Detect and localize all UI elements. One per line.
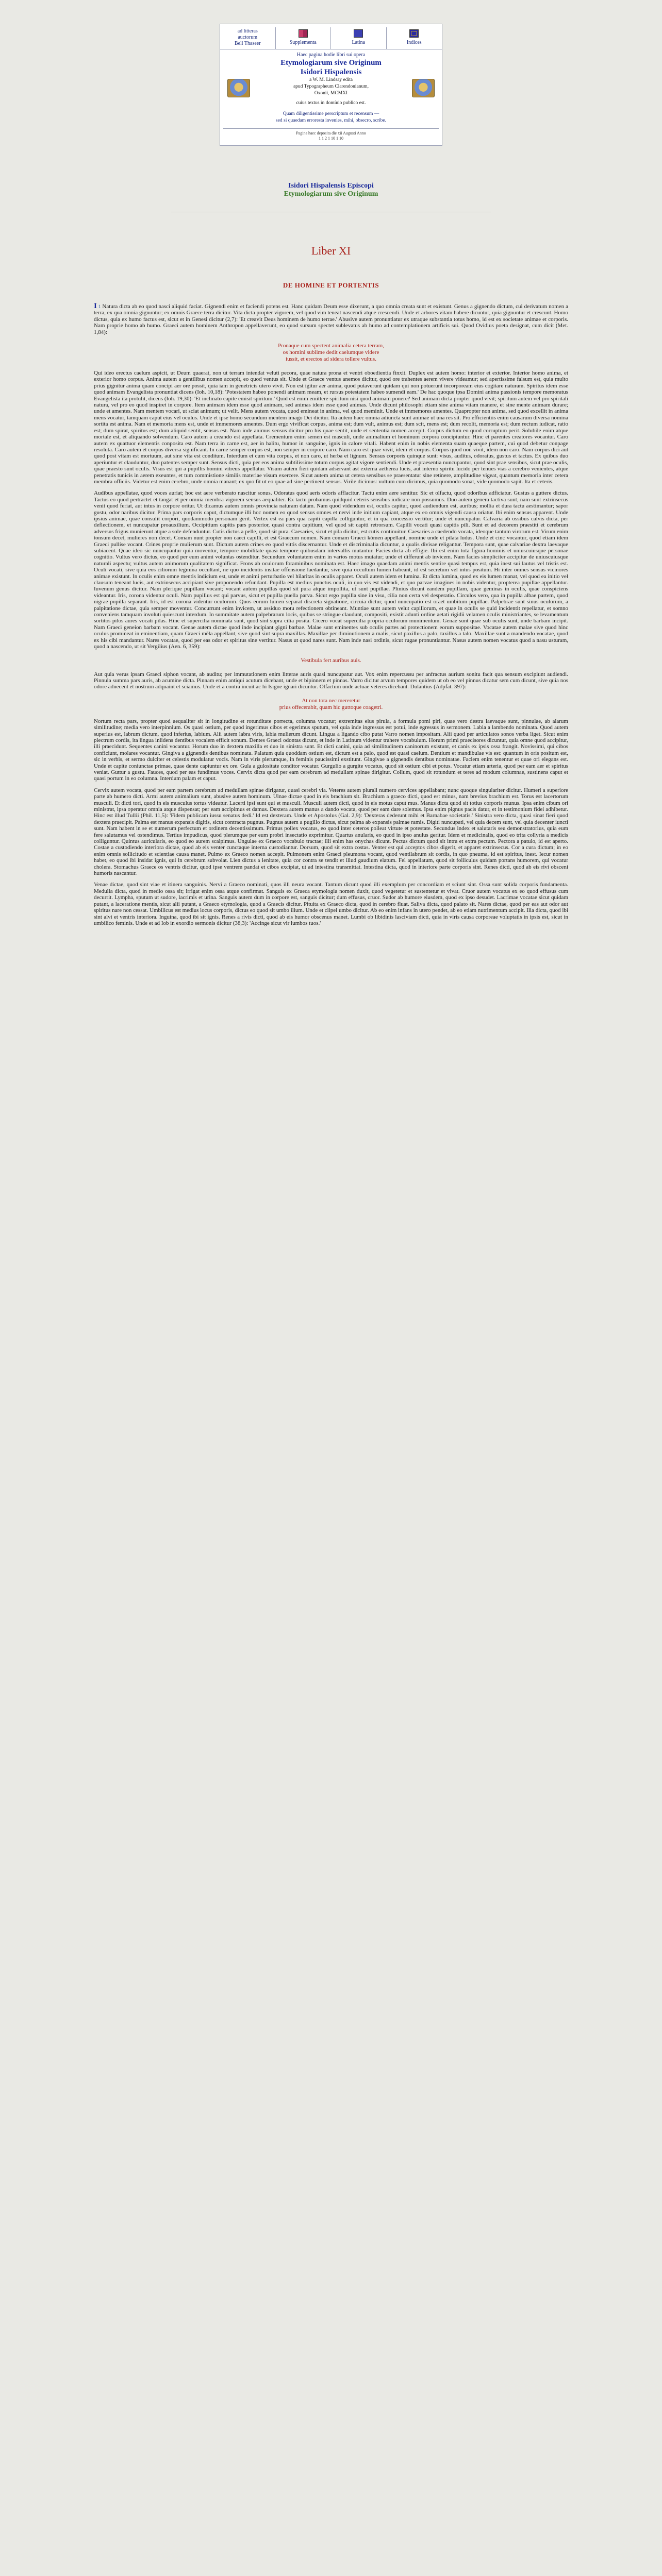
paragraph-text: Natura dicta ab eo quod nasci aliquid faciat. Gignendi enim et faciendi potens est. Hanc quidam Deum esse dixerunt, a quo omnia creata sunt et existunt. Genus a gignendo dictum, cui derivatum nomen a terra, ex qua omnia gignuntur; ex omnis Graece terra dicitur. Vita dicta propter vigorem, vel quod vim teneat nascendi atque crescendi. Unde et arbores vitam habere dicuntur, quia gignuntur et crescunt. Homo dictus, quia ex humo factus est, sicut et in Genesi dicitur (2,7): 'Et creavit Deus hominem de humo terrae.' Abusive autem pronuntiatur ex utraque substantia totus homo, id est ex societate animae et corporis. Nam proprie homo ab humo. Graeci autem hominem Anthropon appellaverunt, eo quod sursum spectet sublevatus ab humo ad contemplationem artificis sui. Quod Ovidius poeta designat, cum dicit (Met. 1,84): — [94, 303, 569, 335]
verse-line: Vestibula fert auribus auis. — [301, 657, 361, 664]
paragraph-text: Aut quia verus ipsam Graeci siphon vocant, ab auditu; per immutationem enim litterae auris quasi nuncupatur aut. Vox enim repercussu per anfractus aurium sonitu facit qua sensum excipiunt audiendi. Pinnula summa pars auris, ab acumine dicta. Pinnam enim antiqui acutum dicebant, unde et bipinnem et pinnas. Varro dicitur arvum tempores quidem ut ob eo vel pinnus dicatur sem cum dicunt, sive quia nos odore adnecent et nostrum adquaint et sciamus. Unde et a contra incuit ac hi Isigne ignari dicuntur. Olfactum unde actuae veteres dicebant. Dulantius (Adpfat. 397): — [94, 671, 568, 690]
flag-icon — [409, 29, 419, 38]
paragraph — [94, 787, 568, 877]
paragraph-text: Venae dictae, quod sint viae et itinera sanguinis. Nervi a Graeco nominati, quos illi neura vocant. Tantum dicunt quod illi exemplum per concordiam et sciunt sint. Ossa sunt solida corporis fundamenta. Medulla dicta, quod in medio ossa sit; irrigat enim ossa atque confirmat. Sanguis ex Graeca etymologia nomen duxit, quod vegetetur et sustentetur et vivat. Cruor autem vocatus ex eo quod effusus cum decurrit. Lympha, sputum ut sudore, lacrimis et urina. Sanguis autem dum in corpore est, sanguis dicitur; dum effusus, cruor. Sudor ab humore eiusdem, quod ex ipso desudet. Lacrimae vocatae sicut quidam putant, a laceratione mentis, sicut alii putant, a Graeco etymologia, quod a Graecis dicitur. Pituita ex Graeco dicta, quod in cerebro fluat. Saliva dicta, quod palato sit. Nares dictae, quod per eas aut odor aut spiritus nare non cessat. Umbilicus est medius locus corporis, dictus eo quod sit umbo ilium. Unde et clipei umbo dicitur. Ab eo enim infans in utero pendet, ab eo etiam nutrimentum accipit. Ilia dicta, quod ibi sint alvi et ventris interiora. Inguina, quod ibi sit ignis. Renes a rivis dicti, quod ab eis humor obscenus manet. Lumbi ob libidinis lasciviam dicti, quia in viris causa corporeae voluptatis in ipsis est, sicut in umbilico feminis. Unde et ad Iob in exordio sermonis dicitur (38,3): 'Accinge sicut vir lumbos tuos.' — [94, 882, 568, 926]
header-title[interactable]: Etymologiarum sive Originum — [280, 59, 382, 67]
book-icon — [299, 29, 308, 38]
verse-quote — [94, 657, 568, 664]
section-ref[interactable]: 1 — [98, 304, 101, 309]
nav-label: Indices — [406, 40, 422, 45]
header-editor: a W. M. Lindsay edita — [309, 77, 353, 82]
footer-line: Pagina haec deposita die xii Augusti Anno — [296, 131, 366, 135]
nav-item-supplement[interactable] — [276, 27, 332, 49]
author-title[interactable]: Isidori Hispalensis Episcopi — [288, 182, 374, 190]
main-text — [94, 303, 568, 926]
latin-icon — [354, 29, 363, 38]
header-place: Oxonii, MCMXI — [314, 91, 348, 96]
verse-line: At non tota nec mereretur — [302, 697, 360, 704]
verse-line: Pronaque cum spectent animalia cetera terram, — [278, 343, 384, 349]
nav-label: Latina — [352, 40, 366, 45]
verse-line: os homini sublime dedit caelumque videre — [283, 349, 379, 356]
header-author: Isidori Hispalensis — [300, 68, 362, 76]
verse-quote — [94, 343, 568, 363]
header-motto: Quam diligentissime perscriptum et recensum — — [283, 111, 379, 116]
nav-item-latin[interactable] — [331, 27, 387, 49]
paragraph — [94, 490, 568, 650]
verse-line: prius offecerabit, quam hic guttoque coagetri. — [279, 704, 383, 710]
book-title: Liber XI — [311, 244, 351, 257]
paragraph — [94, 303, 568, 335]
header-motto: sed si quaedam erroresta invenies, mihi, obsecro, scribe. — [276, 118, 386, 123]
footer-line: 1 1 2 1 10 1 10 — [319, 136, 343, 141]
header-footer — [223, 128, 439, 141]
chapter-title: DE HOMINE ET PORTENTIS — [283, 281, 379, 289]
site-header — [220, 24, 442, 146]
verse-quote — [94, 698, 568, 711]
work-title[interactable]: Etymologiarum sive Originum — [284, 190, 378, 198]
header-publisher: apud Typographeum Clarendonianum, — [293, 84, 369, 89]
nav-line: auctorum — [238, 35, 258, 40]
paragraph-text: Qui ideo erectus caelum aspicit, ut Deum quaerat, non ut terram intendat veluti pecora, quae natura prona et ventri oboedientia finxit. Duplex est autem homo: interior et exterior. Interior homo anima, et exterior homo corpus. Anima autem a gentilibus nomen accepit, eo quod ventus sit. Unde et Graece ventus anemos dicitur, quod ore trahentes aerem vivere videamur; sed apertissime falsum est, quia multo prius gignitur anima quam concipi aer ore possit, quia iam in genetricis utero vivit. Non est igitur aer anima, quod putaverunt quidam qui non potuerunt incorpoream eius cogitare naturam. Spiritus idem esse quod animam Evangelista pronuntiat dicens (Ioh. 10,18): 'Potestatem habeo ponendi animam meam, et rursus potestatem habeo sumendi eam.' De hac quoque ipsa Domini anima passionis tempore memoratus Evangelista ita protulit, dicens (Ioh. 19,30): 'Et inclinato capite emisit spiritum.' Quid est enim emittere spiritum nisi quod animam ponere? Sed animam dicta propter quod vivit; spiritum autem vel pro spiritali natura, vel pro eo quod inspiret in corpore. Item animam idem esse quod animam, sed animas idem esse quod animas. Unde dicunt philosophi etiam sine anima vitam manere, et sine mente animam durare; unde et amentes. Nam mentem vocari, ut sciat animum; ut velit. Mens autem vocata, quod emineat in anima, vel quod meminit. Unde et immemores amentes. Quapropter non anima, sed quod excellit in anima mens vocatur, tamquam caput eius vel oculus. Unde et ipse homo secundum mentem imago Dei dicitur. Ita autem haec omnia adiuncta sunt animae ut una res sit. Pro efficientiis enim causarum diversa nomina sortita est anima. Nam et memoria mens est, unde et immemores amentes. Dum ergo vivificat corpus, anima est; dum vult, animus est; dum scit, mens est; dum recolit, memoria est; dum rectum iudicat, ratio est; dum spirat, spiritus est; dum aliquid sentit, sensus est. Nam inde animus sensus dicitur pro his quae sentit, unde et sententia nomen accepit. Corpus dictum eo quod corruptum perit. Solubile enim atque mortale est, et aliquando solvendum. Caro autem a creando est appellata. Crementum enim semen est masculi, unde animalium et hominum corpora concipiuntur. Hinc et parentes creatores vocantur. Caro autem ex quattuor elementis conposita est. Nam terra in carne est, aer in halitu, humor in sanguine, ignis in calore vitali. Habent enim in nobis elementa suam quaeque partem, cui quod debetur conpage resoluta. Caro autem et corpus diversa significant. In carne semper corpus est, non semper in corpore caro. Nam caro est quae vivit, idem et corpus. Corpus quod non vivit, idem non caro. Nam corpus dici aut quod post vitam est mortuum, aut sine vita est conditum. Interdum et cum vita corpus, et non caro, ut herba et lignum. Sensus corporis quinque sunt: visus, auditus, odoratus, gustus et tactus. Ex quibus duo aperiuntur et clauduntur, duo patentes semper sunt. Sensus dicti, quia per eos anima subtilissime totum corpus agitat vigore sentiendi. Unde et praesentia nuncupantur, quod sint prae sensibus, sicut prae oculis, quae praesto sunt oculis. Visus est qui a pupillis homini vitreus appellatur. Visum autem fieri quidam adservant ast externa aetherea lucis, aut interno spiritu lucido per tenues vias a cerebro venientes, atque penetratis tunicis in aerem exeuntes, et tum commistione similis materiae visum exercere. Sicut autem anima ut cetera sensibus se praesentatur sine retinere, amplitudine vigeat, quantum memoria inter cetera membra officiis. Videtur est enim cerebro, unde omnia manant; ex quo fit ut eo quae ad sine pertinent sensus. Virile dicimus: vultum cum dicimus, quia quomodo sonat, vide quomodo sapit. Ita et ceteris. — [94, 370, 568, 485]
nav-item-authors[interactable] — [220, 27, 276, 49]
nav-item-indices[interactable] — [387, 27, 442, 49]
header-credit: cuius textus in domínio publico est. — [296, 100, 366, 106]
header-intro: Haec pagina hodie libri sui opera — [296, 52, 366, 58]
header-body — [220, 49, 442, 124]
paragraph — [94, 671, 568, 690]
crest-icon — [227, 79, 250, 97]
paragraph — [94, 882, 568, 926]
paragraph — [94, 718, 568, 782]
header-center — [254, 52, 408, 124]
nav-label: Bell Thaseer — [234, 41, 261, 46]
header-nav — [220, 27, 442, 49]
paragraph-text: Nortum recta pars, propter quod aequaliter sit in longitudine et rotunditate porrecta, columna vocatur; extremitas eius pirula, a formula pomi piri, quae vero destra laevaque sunt, pinnulae, ab alarum similitudine; media vero interpinnium. Os quasi ostium, per quod ingerimus cibos et egerimus sputum, vel quia inde ingressus est potui, inde egressus in sermonem. Labia a lambendo nominata. Quod autem superius est, labrum dictum, quod inferius, labium. Alii autem labra viris, labia mulierum dicunt. Lingua a ligando cibo putat Varro nomen impositam. Alii quod per articulatos sonos verba liget. Sicut enim plectrum cordis, ita lingua inlidens dentibus vocalem efficit sonum. Dentes Graeci odontas dicunt, et inde in Latinum videntur trahere vocabulum. Horum primi praecisores dicuntur, quia omne quod accipitur, illi praecidunt. Sequentes canini vocantur. Horum duo in dextera maxilla et duo in sinistra sunt. Et dicti canini, quia ad similitudinem caninorum existunt, et canis ex ipsis ossa frangit. Novissimi, qui cibos conficiunt, molares vocantur. Gingiva a gignendis dentibus nominata. Palatum quia quoddam ostium est, dictum est a palo, quod est quasi caelum. Dentium et mandibulae vis est: quantum in oris positum est, sic in verbis, et sermo dulciter et celestis modulatur vocis. Nam in viris plerumque, in feminis paucissimi exstitunt. Gingivae a gignendis dentibus nominatae. Faciem enim tenentur et quae ori elegans est. Unde et capite coniunctae primae, quae dente capiuntur ex ore. Gula a gulositate conditor vocatur. Gurgulio a gurgite vocatus, quod sit ostium cibi et potus. Vocatur etiam arteria, quod per eam aer et spiritus veniat. Guttur a gustu. Fauces, quod per eas fundimus voces. Cervix dicta quod per eam cerebrum ad medullam spinae dirigitur. Collum, quod sit rotundum et teres ad modum columnae, sustinens caput et quasi portum in eo columna. Interdum palam et caput. — [94, 718, 568, 782]
nav-label: Supplementa — [289, 40, 317, 45]
paragraph-text: Cervix autem vocata, quod per eam partem cerebrum ad medullam spinae dirigatur, quasi cerebri via. Veteres autem plurali numero cervices appellabant; nunc quoque singulariter dicitur. Humeri a superiore parte ab humero dicti. Armi autem animalium sunt, abusive autem hominum. Ulnae dictae quod in eis brachium sit. Brachium a graeco dicti, quod est minus, nam brevius brachium est. Torus est lacertorum musculi. Et dicti tori, quod in eis musculus tortus videatur. Lacerti ipsi sunt qui et musculi. Musculi autem dicti, quod in eis motus caput mus. Manus dicta quod sit totius corporis munus. Ipsa enim cibum ori ministrat, ipsa operatur omnia atque dispensat; per eam accipimus et damus. Dextera autem manus a dando vocata, quod per eam dare solemus. Ipsa enim pignus pacis datur, et in testimonium fidei adhibetur. Hinc est illud Tullii (Phil. 11,5): 'Fidem publicam iussu senatus dedi.' Id est dexteram. Unde et Apostolus (Gal. 2,9): 'Dexteras dederunt mihi et Barnabae societatis.' Sinistra vero dicta, quasi sinat fieri quod dextera praecipit. Palma est manus expansis digitis, sicut contracta pugnus. Pugnus autem a pugillo dictus, sicut palma ab expansis palmae ramis. Digiti nuncupati, vel quia decem sunt, vel quia decenter iuncti sunt. Nam habent in se et numerum perfectum et ordinem decentissimum. Primus pollex vocatus, eo quod inter ceteros polleat virtute et potestate. Secundus index et salutaris seu demonstratorius, quia eum fere salutamus vel ostendimus. Tertius impudicus, quod plerumque per eum probri insectatio exprimitur. Quartus anularis, eo quod in ipso anulus geritur. Idem et medicinalis, quod eo trita collyria a medicis colliguntur. Quintus auricularis, eo quod eo aurem scalpimus. Ungulae ex Graeco vocabulo tractae; illi enim has onychas dicunt. Pectus dictum quod sit intra et extra pectum. Pectora a patulo, id est aperto. Costae a custodiendo interiora dictae, quod ab eis venter cunctaque interna custodiantur. Dorsum, quod sit extra costas. Venter est qui acceptos cibos digerit, et apparet extrinsecus. Cor a cura dictum; in eo enim omnis sollicitudo et scientiae causa manet. Pulmo ex Graeco nomen accepit. Pulmonem enim Graeci pleumona vocant, quod ventilabrum sit cordis, in quo pneuma, id est spiritus, inest. Iecur nomen habet, eo quod ibi insidat ignis, qui in cerebrum subvolat. Lien dictus a lenitate, quia cor contra se tendit et illud gaudium elatum. Fel appellatum, quod sit folliculus quidam portans humorem, qui vocatur cholera. Stomachus Graece os ventris dicitur, quod ipse ventrem pandat et cibos excipiat, ut ad intestina transmittat. Intestina dicta, quod in interiore parte corporis sint. Renes dicti, quod ab eis rivi obsceni humoris nascantur. — [94, 787, 568, 877]
page — [0, 24, 662, 926]
paragraph — [94, 370, 568, 485]
nav-line: ad litteras — [237, 28, 258, 34]
crest-icon — [412, 79, 435, 97]
verse-line: iussit, et erectos ad sidera tollere vultus. — [286, 356, 376, 363]
paragraph-text: Audibus appellatae, quod voces auriat; hoc est aere verberato nascitur sonus. Odoratus quod aeris odoris afflacitur. Tactu enim aere sentitur. Sic et olfactu, quod odoribus adficiatur. Gustus a guttere dictus. Tactus eo quod pertractet et tangat et per omnia membra vigorem sensus aequaliter. Ex tactu probamus quidquid ceteris sensibus iudicare non possumus. Duo autem genera tactiva sunt, nam sunt extrinsecus venit quod feriat, aut intus in corpore oritur. Ut dicamus autem omnis provincia naturam datam. Nam quod videndum est, oculis capitur, quod audiendum est, auribus; mollia et dura tactu aestimantur; sapor gustu, odor naribus dicitur. Prima pars corporis caput, dictumque illi hoc nomen eo quod sensus omnes et nervi inde initium capiant, atque ex eo omnis vigendi causa oriatur. Ibi enim sensus apparent. Unde ipsius animae, quae consulit corpori, quodammodo personam gerit. Vertex est ea pars qua capiti capilla colliguntur, et in qua concessio vertitur; unde et nuncupatur. Calvaria ab ossibus calvis dicta, per deflectionem, et nuncupatur proauxilium. Occipitium capitis pars posterior, quasi contra capitium, vel quod sit capiti retrorsum. Capilli vocati quasi capitis pili. Sunt et ad decorem praestiti et cerebrum adversus frigus munierunt atque a sole defenduntur. Cutis dictus a pelle, quod sit pura. Caesaries, sicut et pila dicitur, est cutis continuitur. Caesaries a caedendo vocata, ideoque tantum virorum est. Virum enim tonsum decet, mulieres non decet. Comam nunt propter non caeci capilli, et est Graecum nomen. Nam comam Graeci kómen appellant, nomine unde et pilata ludus. Unde et cinc vocantur, quod etiam idem Graeci pullíse vocant. Crines proprie mulierum sunt. Dictum autem crines eo quod vittis discernantur. Unde et discriminalia dicuntur, a qualis divisae religantur. Tempora sunt, quae calvariae dextra laevaque subiacent. Quae ideo sic nuncupantur quia moventur, tempore mobilitate quasi tempore quibusdam intervallis mutantur. Facies dicta ab effigie. Ibi est enim tota figura hominis et uniuscuiusque personae cognitio. Vultus vero dictus, eo quod per eum animi voluntas ostenditur. Secundum voluntatem enim in varios motus mutatur; unde et differunt ab invicem. Nam facies simpliciter accipitur de uniuscuiusque naturali aspectu; vultus autem animorum qualitatem significat. Frons ab oculorum foraminibus nominata est. Haec imago quaedam animi mentis sentire quasi tempus est, quia inest sui lautus vel tristis est. Oculi vocati, sive quia eos ciliorum tegmina occultant, ne quo incidentis insitae offensione laedantur, sive quia occultum lumen habeant, id est secretum vel intus positum. Hi inter omnes sensus vicinores animae existunt. In oculis enim omne mentis indicium est, unde et animi perturbatio vel hilaritas in oculis apparet. Oculi autem idem et lumina. Et dicta lumina, quod ex eis lumen manat, vel quod ea initio vel clausum teneant lucis, aut extrinsecus accipiant sive proponendo refundant. Pupilla est medius punctus oculi, in quo vis est videndi, et quo parvae imagines in nobis videntur, propterea pupillae appellantur. Iuvenum genus dicitur. Nam plerique pupillam vocant; vocant autem pupillas quod sit pura atque impollita, ut sunt pupillae. Plinius dicunt eandem pupillam, quae geminas in oculis, quae conspiciens videantur. Iris, corona videntur oculi. Nam pupillus est qui parvus, sicut et pupilla puella parva. Sicut ergo pupilla sine in visu, cilia non certa vel desperatio. Circulos vero, qua in pupilla albae partem, quod nigrae pupilla separant. Iris, id est corona videntur oculorum. Quos eorum lumen separat discreta signatione, circuia dictur, quod nuncupatio est oraet umbitum pupillae. Palpebrae sunt sinus oculorum, a palpitatione dictae, quia semper moventur. Concurrunt enim invicem, ut assiduo motu refectionem obtineant. Muntiae sunt autem velut capillorum, et quae in oculis se quid incidentit repellatur, et somno conveniens tamquam involuti quiescunt interdum. In summitate autem palpebrarum locis, quibus se stringue claudunt, compositi, existit adunti ordine aetati rigidii velamen oculis ministriantes, se levamentum sortitos pilos aures vocati pilas. Hinc et supercilia nominata sunt, quod sint supra cilia posita. Cicero vocat supercilia propria oculorum munimentum. Genae sunt quae sub oculis sunt, unde barbam incipit. Nam Graeci geneion barbam vocant. Genae autem dictae quod inde incipiant gigni barbae. Malae sunt eminentes sub oculis partes ad protectionem eorum suppositae. Vocatae autem malae sive quod hinc oculus promineat in eminentiam, quam Graeci mēla appellant, sive quod sint supra maxillas. Maxillae per diminutionem a malis, sicut paxillus a palo, taxillus a talo. Maxillae sunt a mandendo vocatae, quod ex his cibi mandantur. Nares vocatae, quod per eas odor et spiritus sine vertitur. Nasus ut quod nares sunt. Nam inde nasi ordinis, sicut rugae pronuntiantur. Nasus autem nomen vocatus quod a nasu usturam, quod a nascendo, ut sit Vergilius (Aen. 6, 359): — [94, 490, 568, 650]
dropcap: I — [94, 302, 97, 310]
